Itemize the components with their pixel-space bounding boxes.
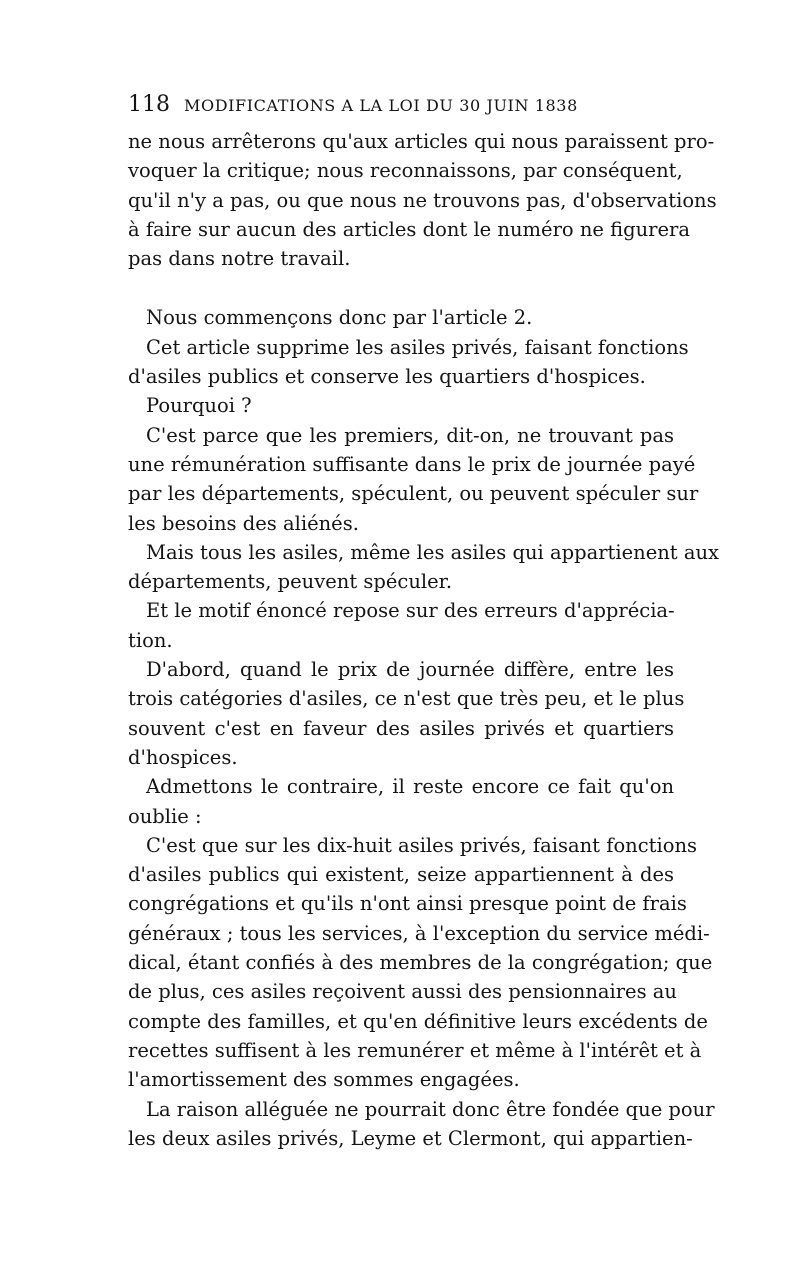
text-line: dical, étant confiés à des membres de la congrégation; que [128,951,713,975]
text-line: une rémunération suffisante dans le prix de journée payé [128,452,696,476]
text-line: C'est parce que les premiers, dit-on, ne trouvant pas [146,423,674,447]
page-header [128,92,608,122]
text-line: D'abord, quand le prix de journée diffère, entre les [146,658,674,682]
text-line: La raison alléguée ne pourrait donc être fondée que pour [146,1097,715,1121]
text-line: l'amortissement des sommes engagées. [128,1068,520,1092]
running-title: MODIFICATIONS A LA LOI DU 30 JUIN 1838 [184,96,578,115]
text-line: à faire sur aucun des articles dont le numéro ne figurera [128,217,690,241]
text-line: oublie : [128,804,202,828]
text-line: par les départements, spéculent, ou peuvent spéculer sur [128,482,699,506]
text-line: Nous commençons donc par l'article 2. [146,306,533,330]
text-line: départements, peuvent spéculer. [128,570,453,594]
text-line: ne nous arrêterons qu'aux articles qui nous paraissent pro- [128,130,715,153]
text-line: de plus, ces asiles reçoivent aussi des pensionnaires au [128,980,677,1004]
text-line: Mais tous les asiles, même les asiles qui appartienent aux [146,540,720,564]
paragraph-gap [128,273,674,303]
text-line: Pourquoi ? [146,394,252,418]
text-line: d'asiles publics qui existent, seize appartiennent à des [128,863,674,887]
text-line: C'est que sur les dix-huit asiles privés, faisant fonctions [146,833,698,857]
text-line: Admettons le contraire, il reste encore ce fait qu'on [146,775,674,799]
text-line: recettes suffisent à les remunérer et même à l'intérêt et à [128,1038,702,1062]
text-line: Cet article supprime les asiles privés, faisant fonctions [146,335,689,359]
text-line: d'asiles publics et conserve les quartiers d'hospices. [128,365,646,389]
body-text [128,127,720,1153]
text-line: souvent c'est en faveur des asiles privés et quartiers [128,716,674,740]
text-line: compte des familles, et qu'en définitive leurs excédents de [128,1009,708,1033]
text-line: pas dans notre travail. [128,247,351,271]
text-line: Et le motif énoncé repose sur des erreurs d'apprécia- [146,599,675,623]
text-line: les deux asiles privés, Leyme et Clermont, qui appartien- [128,1126,693,1150]
text-line: les besoins des aliénés. [128,511,359,535]
text-line: trois catégories d'asiles, ce n'est que très peu, et le plus [128,687,685,711]
text-line: voquer la critique; nous reconnaissons, par conséquent, [128,159,683,183]
text-line: tion. [128,628,173,652]
text-line: généraux ; tous les services, à l'exception du service médi- [128,921,710,945]
text-line: congrégations et qu'ils n'ont ainsi presque point de frais [128,892,687,916]
text-line: qu'il n'y a pas, ou que nous ne trouvons pas, d'observations [128,188,717,212]
page-number: 118 [128,92,170,117]
text-line: d'hospices. [128,745,238,769]
